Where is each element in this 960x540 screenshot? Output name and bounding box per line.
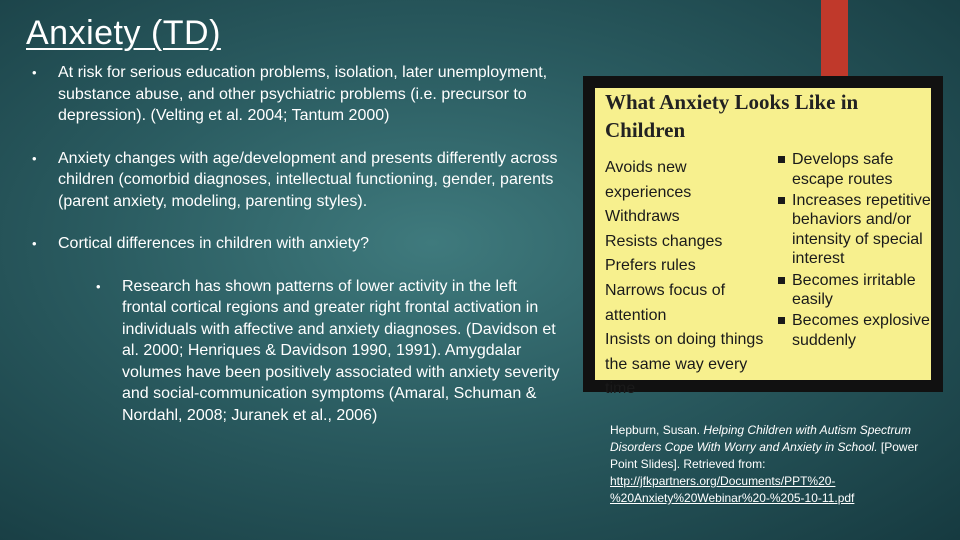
figure-panel: [595, 88, 931, 398]
figure-right-list: [775, 150, 935, 352]
figure-left-item: Insists on doing things: [605, 331, 764, 349]
bullet-text: Cortical differences in children with anxiety?: [58, 235, 369, 252]
figure-title: What Anxiety Looks Like in Children: [605, 90, 859, 142]
figure-left-list: [605, 156, 775, 402]
figure-left-item: the same way every: [605, 355, 748, 373]
sub-bullet-item: [94, 276, 560, 427]
figure-left-item: Prefers rules: [605, 257, 696, 275]
figure-right-item: Develops safe escape routes: [775, 150, 935, 189]
citation-author: Hepburn, Susan.: [610, 423, 701, 437]
anxiety-figure: [583, 76, 943, 398]
citation-title: Helping Children with Autism Spectrum Disorders Cope With Worry and Anxiety in School.: [610, 423, 912, 454]
figure-left-item: time: [605, 380, 636, 398]
bullet-item: [30, 148, 560, 213]
accent-bar: [821, 0, 848, 76]
citation: [610, 422, 930, 507]
figure-left-item: Avoids new: [605, 159, 687, 176]
page-title: Anxiety (TD): [26, 14, 221, 52]
bullet-item: [30, 233, 560, 426]
citation-rest: [Power Point Slides]. Retrieved from:: [610, 440, 919, 471]
sub-bullet-text: Research has shown patterns of lower activity in the left frontal cortical regions and greater right frontal activation in individuals with affective and anxiety diagnoses. (Davidson et al. 2000; Henriques & Davidson 1990, 1991). Amygdalar volumes have been positively associated with anxiety severity and social-communication symptoms (Amaral, Schuman & Nordahl, 2008; Juranek et al., 2006): [122, 277, 560, 424]
bullet-text: At risk for serious education problems, isolation, later unemployment, substance abuse, and other psychiatric problems (i.e. precursor to depression). (Velting et al. 2004; Tantum 2000): [58, 64, 548, 124]
figure-left-item: Narrows focus of: [605, 281, 726, 299]
figure-right-item: Becomes explosive suddenly: [775, 311, 935, 350]
citation-link[interactable]: http://jfkpartners.org/Documents/PPT%20-%20Anxiety%20Webinar%20-%205-10-11.pdf: [610, 474, 855, 505]
figure-left-item: Resists changes: [605, 232, 723, 250]
figure-left-item: Withdraws: [605, 208, 680, 226]
figure-left-item: experiences: [605, 183, 692, 201]
bullet-list: [30, 62, 560, 447]
figure-left-item: attention: [605, 306, 667, 324]
figure-right-item: Becomes irritable easily: [775, 271, 935, 310]
bullet-text: Anxiety changes with age/development and presents differently across children (comorbid diagnoses, intellectual functioning, gender, parents (parent anxiety, modeling, parenting styles).: [58, 149, 558, 210]
figure-right-item: Increases repetitive behaviors and/or intensity of special interest: [775, 191, 935, 269]
bullet-item: [30, 62, 560, 127]
